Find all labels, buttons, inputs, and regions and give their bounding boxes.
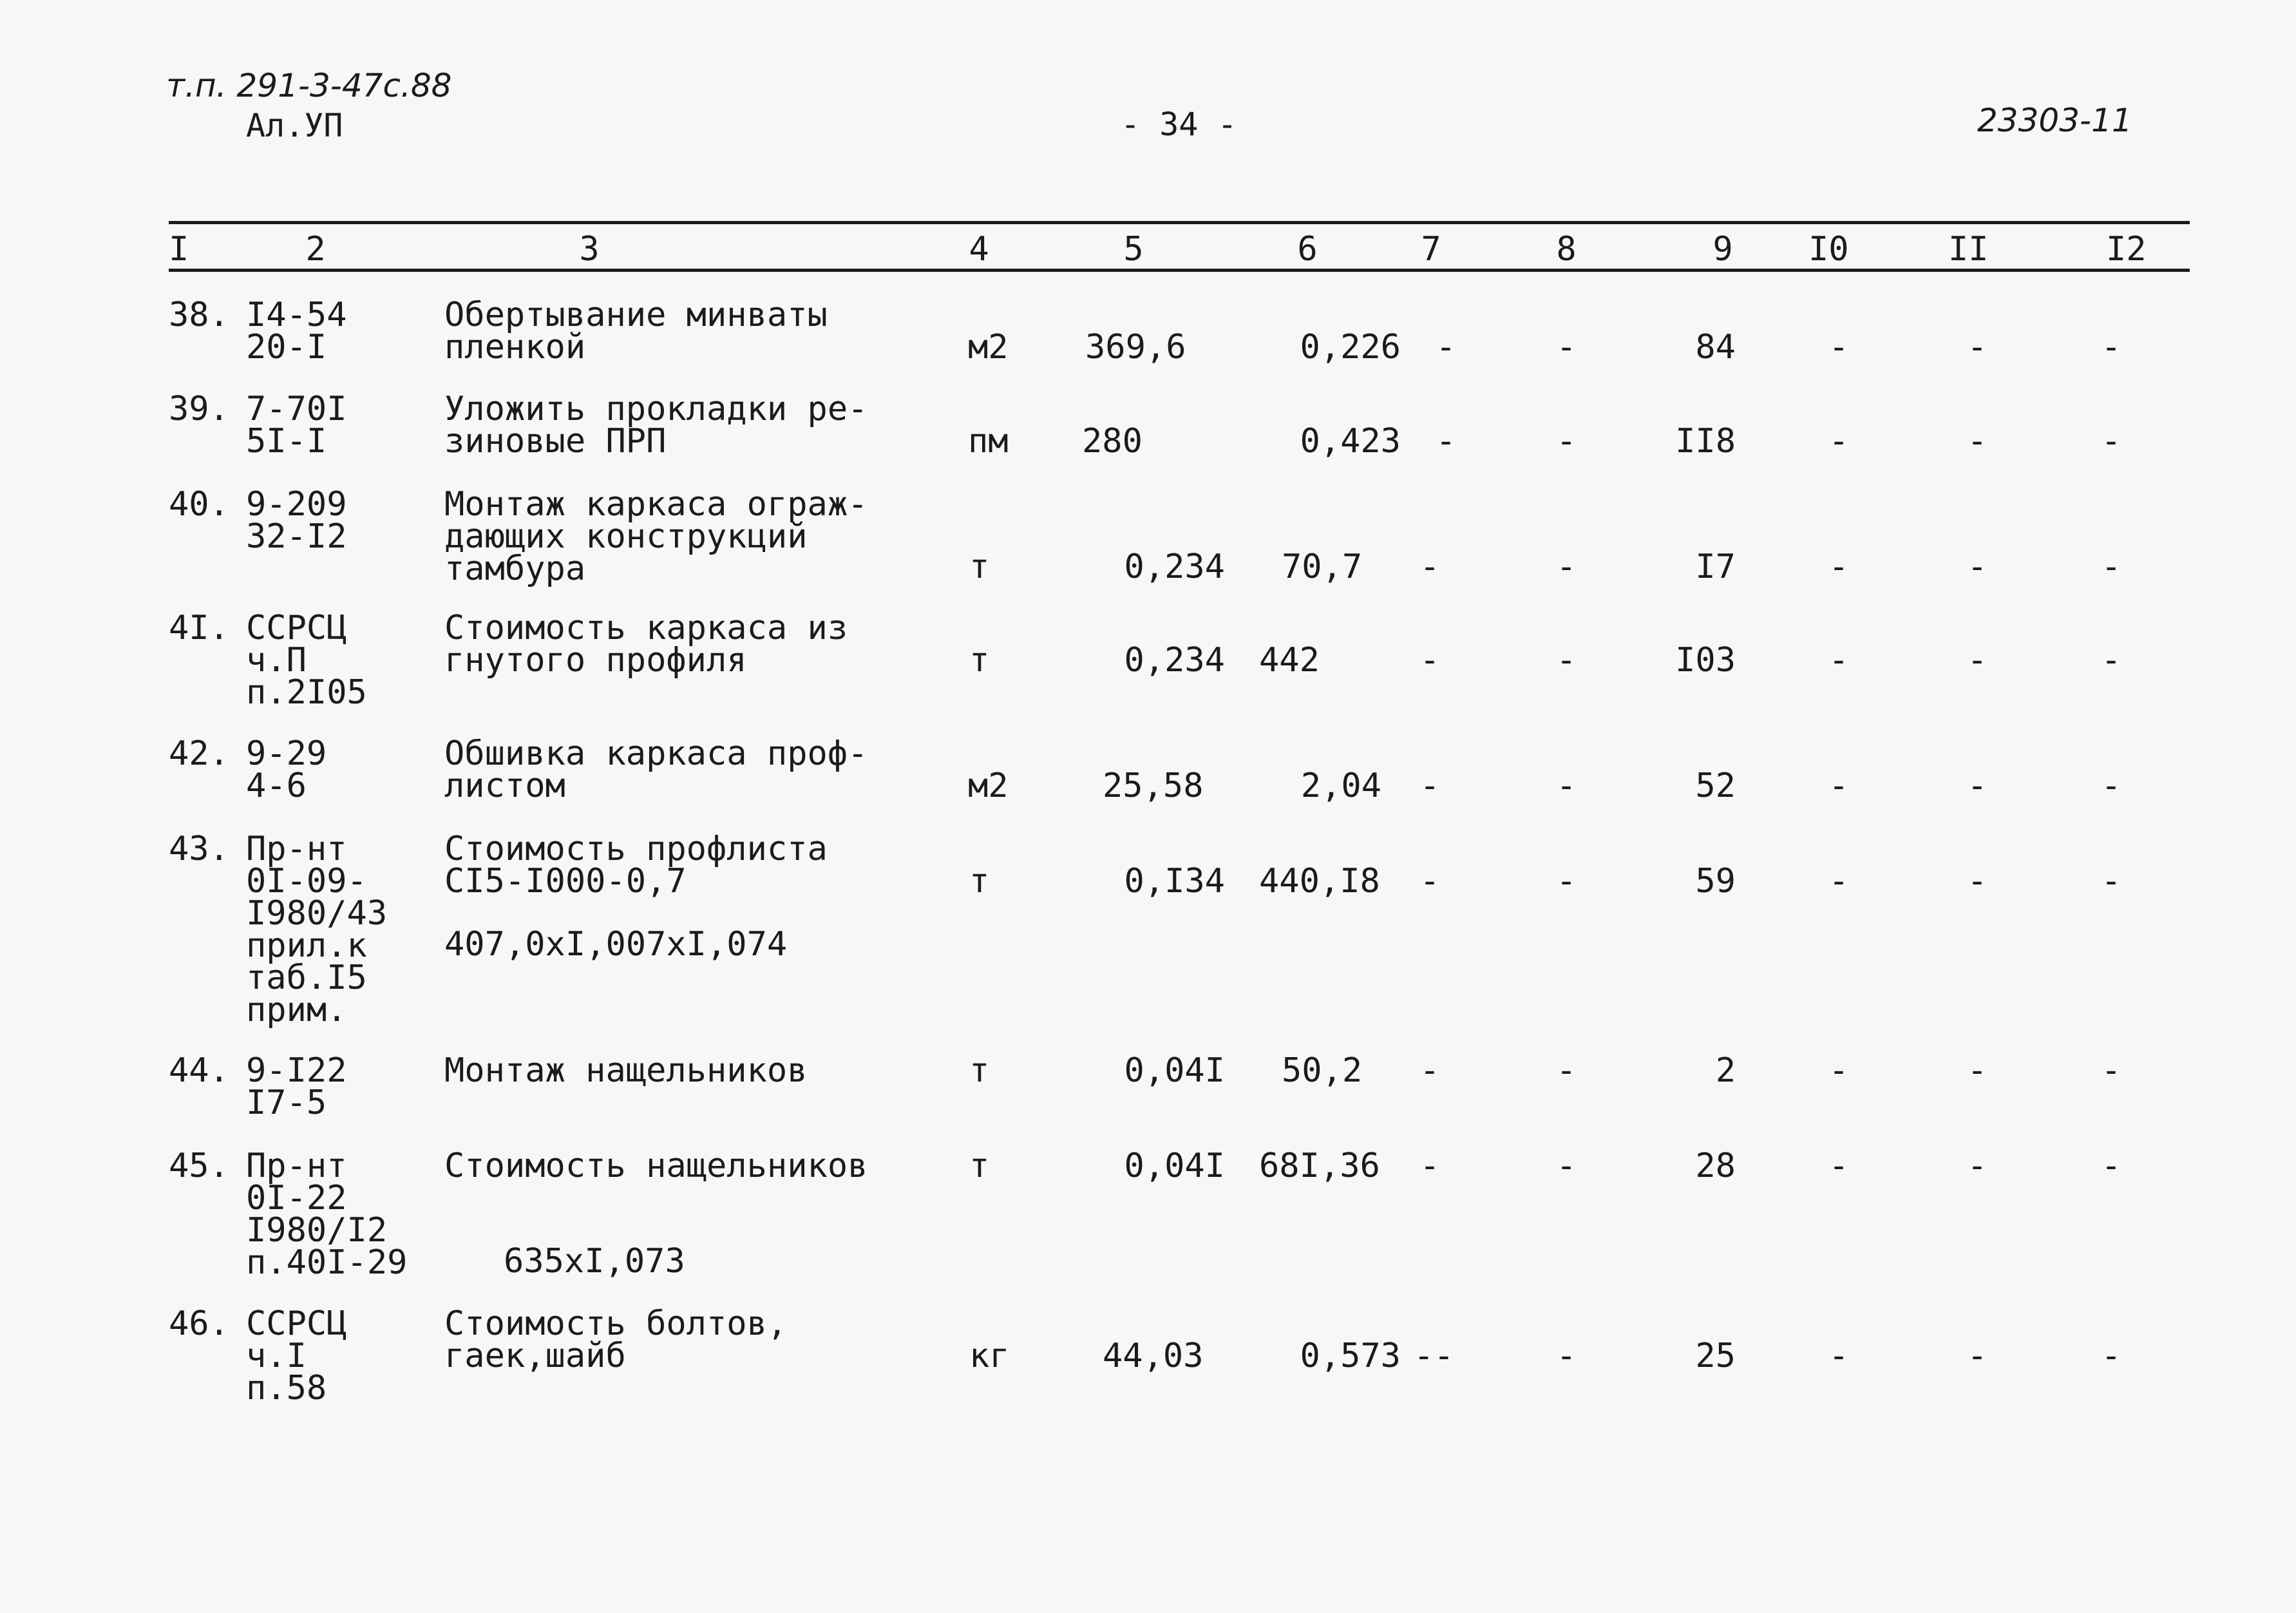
work-description: Обшивка каркаса проф- листом <box>444 734 868 805</box>
work-description: Монтаж нащельников <box>444 1051 808 1090</box>
page-number: - 34 - <box>1121 106 1237 143</box>
album-label: Ал.УП <box>246 107 343 144</box>
quantity: 25,58 <box>1103 767 1204 805</box>
col-header-8: 8 <box>1556 230 1577 269</box>
unit: пм <box>968 422 1009 461</box>
col8-value: - <box>1556 328 1577 367</box>
unit: т <box>969 862 990 901</box>
col11-value: - <box>1967 328 1988 367</box>
col12-value: - <box>2101 1147 2121 1185</box>
col7-value: - <box>1419 641 1440 680</box>
col-header-7: 7 <box>1421 230 1441 269</box>
col8-value: - <box>1556 641 1577 680</box>
col11-value: - <box>1967 767 1988 805</box>
quantity: 280 <box>1082 422 1143 461</box>
row-number: 42. <box>169 734 229 773</box>
col10-value: - <box>1828 1337 1849 1375</box>
quantity: 369,6 <box>1085 328 1186 367</box>
col7-value: - <box>1436 328 1456 367</box>
quantity: 0,I34 <box>1124 862 1225 901</box>
col-header-5: 5 <box>1123 230 1144 269</box>
col7-value: - <box>1419 767 1440 805</box>
col8-value: - <box>1556 548 1577 586</box>
row-number: 43. <box>169 830 229 868</box>
col7-value: - <box>1419 1051 1440 1090</box>
col-header-10: I0 <box>1808 230 1849 269</box>
col9-value: 2 <box>1715 1051 1736 1090</box>
inventory-number: 23303-11 <box>1977 102 2132 139</box>
unit: т <box>969 1051 990 1090</box>
norm-code: I4-54 20-I <box>246 296 347 367</box>
norm-code: 7-70I 5I-I <box>246 390 347 461</box>
col7-value: - <box>1436 422 1456 461</box>
col11-value: - <box>1967 1051 1988 1090</box>
quantity: 0,234 <box>1124 641 1225 680</box>
row-number: 44. <box>169 1051 229 1090</box>
col9-value: 59 <box>1695 862 1736 901</box>
col11-value: - <box>1967 422 1988 461</box>
norm-code: ССРСЦ ч.П п.2I05 <box>246 609 367 712</box>
row-number: 4I. <box>169 609 229 647</box>
unit: м2 <box>968 767 1009 805</box>
col8-value: - <box>1556 767 1577 805</box>
col-header-1: I <box>169 230 189 269</box>
col-header-12: I2 <box>2106 230 2147 269</box>
norm-code: Пр-нт 0I-09- I980/43 прил.к таб.I5 прим. <box>246 830 388 1029</box>
unit: т <box>969 548 990 586</box>
col10-value: - <box>1828 1051 1849 1090</box>
col9-value: I03 <box>1675 641 1736 680</box>
col11-value: - <box>1967 548 1988 586</box>
doc-code: т.п. 291-3-47с.88 <box>166 67 452 104</box>
row-number: 45. <box>169 1147 229 1185</box>
col11-value: - <box>1967 1147 1988 1185</box>
price-calculation: 635хI,073 <box>504 1242 685 1281</box>
row-number: 39. <box>169 390 229 428</box>
col-header-3: 3 <box>579 230 600 269</box>
col9-value: 28 <box>1695 1147 1736 1185</box>
work-description: Обертывание минваты пленкой <box>444 296 828 367</box>
work-description: Стоимость нащельников <box>444 1147 868 1185</box>
price-calculation: 407,0хI,007хI,074 <box>444 925 788 964</box>
col-header-11: II <box>1948 230 1989 269</box>
unit-price: 50,2 <box>1282 1051 1363 1090</box>
col10-value: - <box>1828 422 1849 461</box>
col8-value: - <box>1556 862 1577 901</box>
work-description: Монтаж каркаса ограж- дающих конструкций тамбура <box>444 485 868 588</box>
col9-value: 84 <box>1695 328 1736 367</box>
col10-value: - <box>1828 641 1849 680</box>
col8-value: - <box>1556 1051 1577 1090</box>
unit-price: 70,7 <box>1282 548 1363 586</box>
unit-price: 440,I8 <box>1259 862 1380 901</box>
unit-price: 442 <box>1259 641 1320 680</box>
row-number: 46. <box>169 1304 229 1343</box>
col10-value: - <box>1828 548 1849 586</box>
col7-value: - <box>1419 1147 1440 1185</box>
col12-value: - <box>2101 328 2121 367</box>
table-top-rule <box>169 221 2190 224</box>
col11-value: - <box>1967 1337 1988 1375</box>
col-header-4: 4 <box>969 230 989 269</box>
work-description: Стоимость каркаса из гнутого профиля <box>444 609 848 680</box>
row-number: 38. <box>169 296 229 334</box>
col11-value: - <box>1967 862 1988 901</box>
col10-value: - <box>1828 328 1849 367</box>
unit: м2 <box>968 328 1009 367</box>
unit: т <box>969 1147 990 1185</box>
quantity: 0,234 <box>1124 548 1225 586</box>
norm-code: 9-209 32-I2 <box>246 485 347 556</box>
col9-value: II8 <box>1675 422 1736 461</box>
col12-value: - <box>2101 1337 2121 1375</box>
quantity: 0,04I <box>1124 1147 1225 1185</box>
work-description: Стоимость профлиста CI5-I000-0,7 <box>444 830 828 901</box>
col9-value: 25 <box>1695 1337 1736 1375</box>
col12-value: - <box>2101 548 2121 586</box>
col-header-6: 6 <box>1297 230 1318 269</box>
col7-value: - <box>1419 862 1440 901</box>
col12-value: - <box>2101 862 2121 901</box>
col-header-2: 2 <box>305 230 326 269</box>
col12-value: - <box>2101 1051 2121 1090</box>
col10-value: - <box>1828 1147 1849 1185</box>
col10-value: - <box>1828 767 1849 805</box>
col8-value: - <box>1556 1337 1577 1375</box>
unit-price: 2,04 <box>1300 767 1381 805</box>
col8-value: - <box>1556 422 1577 461</box>
row-number: 40. <box>169 485 229 524</box>
norm-code: Пр-нт 0I-22 I980/I2 п.40I-29 <box>246 1147 408 1282</box>
col12-value: - <box>2101 641 2121 680</box>
unit-price: 0,423 <box>1300 422 1401 461</box>
unit: т <box>969 641 990 680</box>
quantity: 44,03 <box>1103 1337 1204 1375</box>
col12-value: - <box>2101 422 2121 461</box>
col10-value: - <box>1828 862 1849 901</box>
col9-value: I7 <box>1695 548 1736 586</box>
unit-price: 68I,36 <box>1259 1147 1380 1185</box>
table-header-rule <box>169 269 2190 272</box>
col12-value: - <box>2101 767 2121 805</box>
norm-code: 9-I22 I7-5 <box>246 1051 347 1122</box>
col7-value: - <box>1419 548 1440 586</box>
unit: кг <box>969 1337 1010 1375</box>
unit-price: 0,226 <box>1300 328 1401 367</box>
col8-value: - <box>1556 1147 1577 1185</box>
col7-value: -- <box>1414 1337 1454 1375</box>
work-description: Стоимость болтов, гаек,шайб <box>444 1304 788 1375</box>
norm-code: 9-29 4-6 <box>246 734 327 805</box>
unit-price: 0,573 <box>1300 1337 1401 1375</box>
quantity: 0,04I <box>1124 1051 1225 1090</box>
col-header-9: 9 <box>1713 230 1733 269</box>
norm-code: ССРСЦ ч.I п.58 <box>246 1304 347 1408</box>
col9-value: 52 <box>1695 767 1736 805</box>
work-description: Уложить прокладки ре- зиновые ПРП <box>444 390 868 461</box>
col11-value: - <box>1967 641 1988 680</box>
